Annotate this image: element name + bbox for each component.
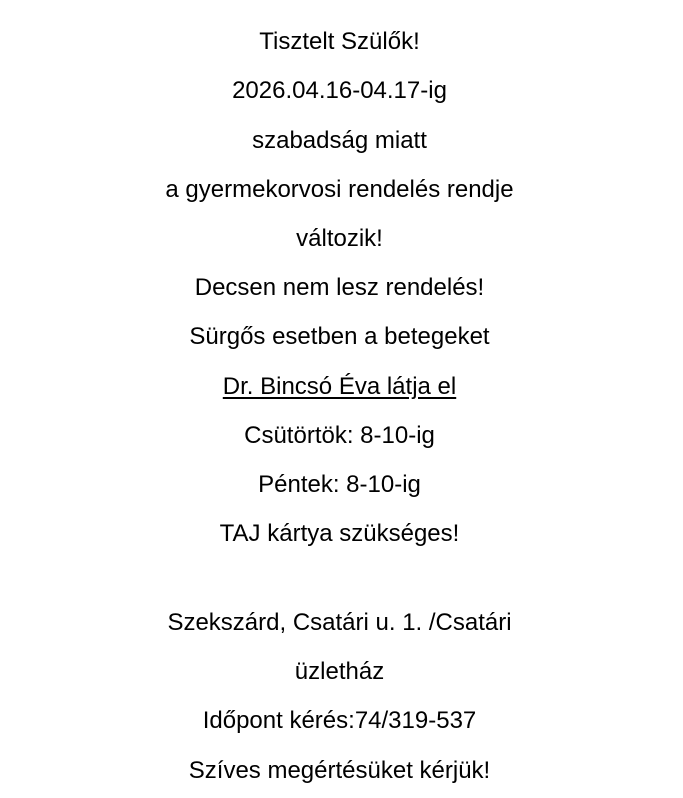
doctor-line [0,372,679,402]
address-line-1: Szekszárd, Csatári u. 1. /Csatári [167,609,512,636]
doctor-name: Dr. Bincsó Éva látja el [222,373,457,400]
friday-hours: Péntek: 8-10-ig [258,471,421,498]
closing-text: Szíves megértésüket kérjük! [188,757,491,784]
no-office-text: Decsen nem lesz rendelés! [194,274,485,301]
appointment-phone: Időpont kérés:74/319-537 [202,707,477,734]
change-text-line-1: a gyermekorvosi rendelés rendje [165,176,514,203]
address-line-2: üzletház [294,658,385,685]
dates-text: 2026.04.16-04.17-ig [232,77,447,104]
change-text-line-2: változik! [296,225,383,252]
urgent-text: Sürgős esetben a betegeket [189,323,490,350]
reason-text: szabadság miatt [252,127,427,154]
taj-card-note: TAJ kártya szükséges! [219,520,460,547]
greeting-text: Tisztelt Szülők! [259,28,420,55]
thursday-hours: Csütörtök: 8-10-ig [244,422,435,449]
